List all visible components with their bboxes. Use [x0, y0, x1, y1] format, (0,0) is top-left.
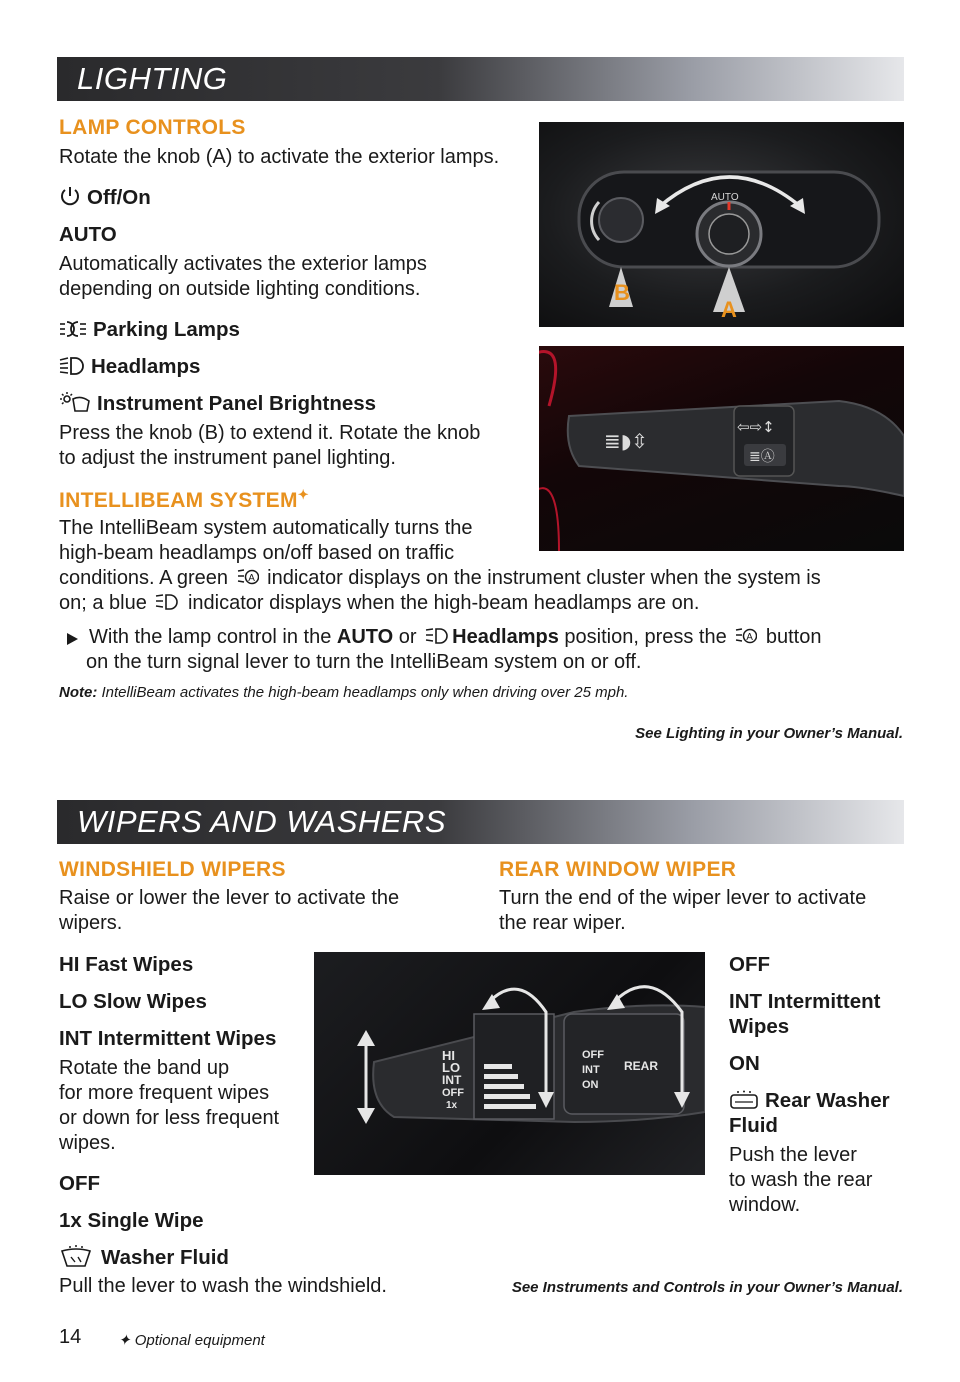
wipers-see-ref: See Instruments and Controls in your Owner’s Manual.	[511, 1279, 903, 1296]
ip-desc-1: Press the knob (B) to extend it. Rotate the knob	[59, 422, 481, 444]
note-label: Note:	[59, 684, 98, 701]
bullet-text-a: With the lamp control in the	[89, 626, 332, 648]
high-beam-indicator-icon	[155, 592, 179, 612]
optional-mark: ✦	[297, 487, 309, 502]
rear-int-1: INT Intermittent	[729, 990, 881, 1013]
int-desc-1: Rotate the band up	[59, 1057, 230, 1079]
washer-fluid-icon	[59, 1245, 93, 1267]
knob-b-label: B	[614, 280, 630, 305]
washer-fluid-label	[59, 1245, 229, 1270]
rear-washer-desc-1: Push the lever	[729, 1144, 857, 1166]
footer-optional-text: Optional equipment	[134, 1332, 265, 1349]
svg-text:≣Ⓐ: ≣Ⓐ	[749, 449, 775, 465]
washer-fluid-text: Washer Fluid	[101, 1246, 229, 1269]
line3-part-b: indicator displays on the instrument cluster when the system is	[267, 567, 821, 589]
intellibeam-button-icon	[735, 626, 757, 646]
lamp-controls-heading: LAMP CONTROLS	[59, 116, 246, 139]
wipers-banner	[57, 800, 904, 844]
rear-washer-desc-3: window.	[729, 1194, 801, 1216]
off-on-label	[59, 185, 151, 210]
intellibeam-bullet	[64, 625, 821, 650]
lever-rear-off: OFF	[582, 1049, 604, 1061]
intellibeam-line4	[59, 591, 699, 616]
knob-a-label: A	[721, 297, 737, 322]
rear-washer-label	[729, 1088, 890, 1113]
optional-equipment-note	[118, 1331, 265, 1349]
lamp-knob-photo	[539, 122, 904, 327]
windshield-intro-2: wipers.	[59, 912, 123, 934]
windshield-wipers-heading: WINDSHIELD WIPERS	[59, 858, 286, 881]
lever-rear-int: INT	[582, 1064, 600, 1076]
headlamps-label	[59, 354, 200, 379]
high-beam-icon	[59, 356, 85, 376]
lighting-banner	[57, 57, 904, 101]
intellibeam-line2: high-beam headlamps on/off based on traffic	[59, 542, 455, 564]
svg-text:A: A	[746, 632, 754, 643]
ip-desc-2: to adjust the instrument panel lighting.	[59, 447, 396, 469]
wipers-title: WIPERS AND WASHERS	[77, 804, 446, 839]
svg-text:⇦⇨↕: ⇦⇨↕	[737, 418, 775, 436]
rear-on: ON	[729, 1052, 760, 1075]
bullet-text-c: button	[765, 626, 822, 648]
bullet-or: or	[398, 626, 417, 648]
lever-lo: LO	[442, 1060, 461, 1075]
rear-washer-text-1: Rear Washer	[765, 1089, 890, 1112]
lighting-see-ref: See Lighting in your Owner’s Manual.	[635, 725, 903, 742]
int-desc-3: or down for less frequent	[59, 1107, 280, 1129]
lighting-title: LIGHTING	[77, 61, 228, 96]
rear-wiper-heading: REAR WINDOW WIPER	[499, 858, 737, 881]
lo-slow-wipes: LO Slow Wipes	[59, 990, 207, 1013]
line3-part-a: conditions. A green	[59, 567, 229, 589]
auto-mark-text: AUTO	[711, 192, 739, 203]
intellibeam-indicator-icon	[237, 567, 259, 587]
bullet-text-b: position, press the	[564, 626, 727, 648]
rear-washer-icon	[729, 1090, 759, 1110]
ip-brightness-label	[59, 391, 376, 416]
int-desc-4: wipes.	[59, 1132, 116, 1154]
auto-label: AUTO	[59, 223, 117, 246]
rear-off: OFF	[729, 953, 770, 976]
bullet-headlamps: Headlamps	[452, 626, 559, 648]
wiper-lever-illustration	[314, 952, 705, 1175]
off-label: OFF	[59, 1172, 100, 1195]
hi-fast-wipes: HI Fast Wipes	[59, 953, 194, 976]
line4-part-a: on; a blue	[59, 592, 147, 614]
page-number: 14	[59, 1326, 82, 1348]
rear-washer-desc-2: to wash the rear	[729, 1169, 873, 1191]
washer-desc: Pull the lever to wash the windshield.	[59, 1275, 387, 1297]
turn-signal-lever-illustration	[539, 346, 904, 551]
svg-text:A: A	[247, 573, 255, 584]
lever-hi: HI	[442, 1048, 455, 1063]
lamp-knob-illustration	[539, 122, 904, 327]
intellibeam-heading	[59, 487, 309, 513]
headlamps-text: Headlamps	[91, 355, 201, 378]
intellibeam-line1: The IntelliBeam system automatically turns the	[59, 517, 473, 539]
svg-text:≣◗⇳: ≣◗⇳	[604, 429, 649, 453]
instrument-panel-brightness-icon	[59, 391, 91, 413]
wiper-lever-photo	[314, 952, 705, 1175]
turn-signal-lever-photo	[539, 346, 904, 551]
off-on-text: Off/On	[87, 186, 151, 209]
headlamps-inline-icon	[425, 626, 449, 646]
line4-part-b: indicator displays when the high-beam headlamps are on.	[187, 592, 700, 614]
lever-rear-label: REAR	[624, 1059, 659, 1073]
intellibeam-heading-text: INTELLIBEAM SYSTEM	[59, 489, 298, 512]
parking-lamps-label	[59, 317, 240, 342]
note-text: IntelliBeam activates the high-beam headlamps only when driving over 25 mph.	[101, 684, 629, 701]
intellibeam-line3	[59, 566, 821, 591]
intellibeam-note	[59, 684, 628, 701]
rear-intro-1: Turn the end of the wiper lever to activate	[499, 887, 867, 909]
windshield-intro-1: Raise or lower the lever to activate the	[59, 887, 400, 909]
intellibeam-bullet-line2: on the turn signal lever to turn the IntelliBeam system on or off.	[86, 651, 642, 673]
bullet-auto: AUTO	[336, 626, 394, 648]
int-wipes: INT Intermittent Wipes	[59, 1027, 277, 1050]
lamp-controls-intro: Rotate the knob (A) to activate the exterior lamps.	[59, 146, 500, 168]
rear-int-2: Wipes	[729, 1015, 790, 1038]
auto-desc-2: depending on outside lighting conditions.	[59, 278, 421, 300]
parking-lamps-text: Parking Lamps	[93, 318, 240, 341]
parking-lamps-icon	[59, 319, 87, 339]
lever-rear-on: ON	[582, 1079, 599, 1091]
bullet-triangle-icon	[67, 632, 79, 646]
ip-brightness-text: Instrument Panel Brightness	[97, 392, 377, 415]
auto-desc-1: Automatically activates the exterior lamps	[59, 253, 427, 275]
footer-mark: ✦	[118, 1332, 131, 1349]
rear-intro-2: the rear wiper.	[499, 912, 626, 934]
rear-washer-text-2: Fluid	[729, 1114, 778, 1137]
lever-1x: 1x	[446, 1100, 458, 1111]
lever-off: OFF	[442, 1087, 464, 1099]
single-wipe: 1x Single Wipe	[59, 1209, 204, 1232]
int-desc-2: for more frequent wipes	[59, 1082, 270, 1104]
lever-int: INT	[442, 1073, 462, 1087]
power-icon	[59, 185, 81, 207]
